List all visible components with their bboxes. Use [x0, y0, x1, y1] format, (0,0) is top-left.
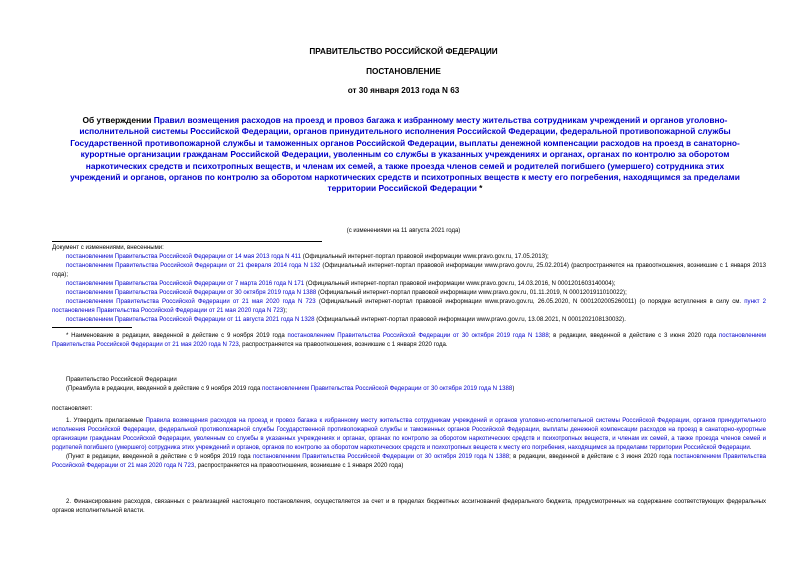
list-item [52, 315, 766, 324]
change-link[interactable]: постановлением Правительства Российской Федерации от 30 октября 2019 года N 1388 [66, 289, 317, 296]
title-prefix: Об утверждении [82, 115, 154, 125]
list-item [52, 261, 766, 279]
changes-list [52, 243, 766, 324]
list-item [52, 288, 766, 297]
list-item [52, 252, 766, 261]
preamble-note [66, 384, 766, 393]
item-1-note-text: (Пункт в редакции, введенной в действие с 9 ноября 2019 года [66, 453, 253, 460]
footnote-link-723[interactable]: постановлением Правительства Российской Федерации от 21 мая 2020 года N 723 [52, 332, 766, 348]
change-text: ); [283, 307, 287, 314]
item-1-link-1388[interactable]: постановлением Правительства Российской Федерации от 30 октября 2019 года N 1388 [252, 453, 510, 460]
item-1-note-text: ; в редакции, введенной в действие с 3 июня 2020 года [509, 453, 674, 460]
footnote-text: , распространяется на правоотношения, возникшие с 1 января 2020 года. [238, 341, 448, 348]
document-title [60, 115, 750, 195]
footnote-text: * Наименование в редакции, введенной в действие с 9 ноября 2019 года [66, 332, 288, 339]
change-link[interactable]: постановлением Правительства Российской Федерации от 11 августа 2021 года N 1328 [66, 316, 315, 323]
change-link[interactable]: постановлением Правительства Российской Федерации от 21 февраля 2014 года N 132 [66, 262, 321, 269]
item-1-link-723[interactable]: постановлением Правительства Российской Федерации от 21 мая 2020 года N 723 [52, 453, 766, 469]
doc-type-heading: ПОСТАНОВЛЕНИЕ [366, 67, 441, 76]
resolves-line: постановляет: [52, 405, 93, 412]
change-link[interactable]: постановлением Правительства Российской Федерации от 7 марта 2016 года N 171 [66, 280, 305, 287]
footnote-separator [52, 327, 132, 328]
preamble-line: Правительство Российской Федерации [66, 376, 177, 383]
government-heading: ПРАВИТЕЛЬСТВО РОССИЙСКОЙ ФЕДЕРАЦИИ [309, 47, 498, 56]
date-number-heading: от 30 января 2013 года N 63 [347, 86, 460, 95]
change-text: (Официальный интернет-портал правовой информации www.pravo.gov.ru, 17.05.2013); [301, 253, 549, 260]
change-link-point-2[interactable]: пункт 2 постановления Правительства Российской Федерации от 21 мая 2020 года N 723 [52, 298, 766, 314]
change-text: (Официальный интернет-портал правовой информации www.pravo.gov.ru, 13.08.2021, N 0001202108130032). [314, 316, 626, 323]
item-1-end: . [749, 444, 752, 451]
item-1 [52, 416, 766, 470]
list-item [52, 297, 766, 315]
item-1-rules-link[interactable]: Правила возмещения расходов на проезд и провоз багажа к избранному месту жительства сотрудникам учреждений и органов уголовно-исполнительной системы Российской Федерации, органов принудительного исполнения Российской Федерации, федеральной противопожарной службы Государственной противопожарной службы и таможенных органов Российской Федерации, выплаты денежной компенсации расходов на проезд в санаторно-курортные организации гражданам Российской Федерации, уволенным со службы в указанных учреждениях и органах, органах по контролю за оборотом наркотических средств и психотропных веществ, и членам их семей, а также проезда членов семей и родителей погибшего (умершего) сотрудника этих учреждений и органов, органов по контролю за оборотом наркотических средств и психотропных веществ к месту его погребения, находящимся за пределами территории Российской Федерации [52, 417, 766, 451]
footnote-text: ; в редакции, введенной в действие с 3 июня 2020 года [548, 332, 719, 339]
item-1-text [52, 416, 766, 452]
title-suffix: * [476, 183, 483, 194]
footnote [52, 331, 766, 349]
amendment-note: (с изменениями на 11 августа 2021 года) [346, 228, 461, 234]
preamble-text: ) [512, 385, 515, 392]
change-link[interactable]: постановлением Правительства Российской Федерации от 14 мая 2013 года N 411 [66, 253, 301, 260]
item-2: 2. Финансирование расходов, связанных с реализацией настоящего постановления, осуществляется за счет и в пределах бюджетных ассигнований федерального бюджета, предусмотренных на содержание соответствующих федеральных органов исполнительной власти. [52, 498, 766, 514]
change-text: (Официальный интернет-портал правовой информации www.pravo.gov.ru, 14.03.2016, N 0001201603140004); [304, 280, 616, 287]
change-link[interactable]: постановлением Правительства Российской Федерации от 21 мая 2020 года N 723 [66, 298, 316, 305]
item-1-note [52, 452, 766, 470]
separator-line [52, 241, 322, 242]
footnote-link-1388[interactable]: постановлением Правительства Российской Федерации от 30 октября 2019 года N 1388 [287, 332, 549, 339]
change-text: (Официальный интернет-портал правовой информации www.pravo.gov.ru, 25.02.2014) (распространяется на правоотношения, возникшие с 1 января 2013 года); [52, 262, 766, 278]
list-item [52, 279, 766, 288]
preamble [66, 375, 766, 393]
item-1-lead: 1. Утвердить прилагаемые [66, 417, 146, 424]
preamble-link-1388[interactable]: постановлением Правительства Российской Федерации от 30 октября 2019 года N 1388 [262, 385, 513, 392]
item-1-note-text: , распространяется на правоотношения, возникшие с 1 января 2020 года) [194, 462, 404, 469]
preamble-text: (Преамбула в редакции, введенной в действие с 9 ноября 2019 года [66, 385, 263, 392]
change-text: (Официальный интернет-портал правовой информации www.pravo.gov.ru, 26.05.2020, N 0001202005260011) (о порядке вступления в силу см. [315, 298, 745, 305]
changes-intro: Документ с изменениями, внесенными: [52, 244, 164, 251]
title-rules-link[interactable]: Правил возмещения расходов на проезд и провоз багажа к избранному месту жительства сотрудникам учреждений и органов уголовно-исполнительной системы Российской Федерации, органов принудительного исполнения Российской Федерации, федеральной противопожарной службы Государственной противопожарной службы и таможенных органов Российской Федерации, выплаты денежной компенсации расходов на проезд в санаторно-курортные организации гражданам Российской Федерации, уволенным со службы в указанных учреждениях и органах, органах по контролю за оборотом наркотических средств и психотропных веществ, и членам их семей, а также проезда членов семей и родителей погибшего (умершего) сотрудника этих учреждений и органов, органов по контролю за оборотом наркотических средств и психотропных веществ к месту его погребения, находящимся за пределами территории Российской Федерации [70, 115, 740, 194]
change-text: (Официальный интернет-портал правовой информации www.pravo.gov.ru, 01.11.2019, N 0001201911010022); [316, 289, 627, 296]
